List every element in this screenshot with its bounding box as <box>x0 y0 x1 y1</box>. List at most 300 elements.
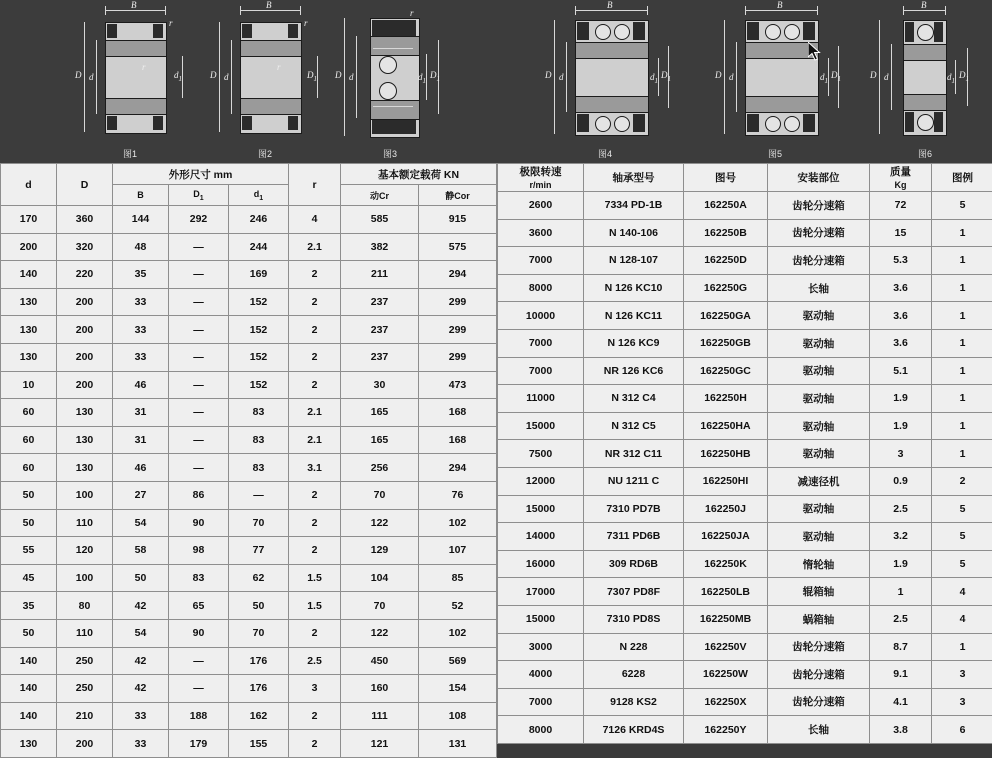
table-row <box>1 647 497 675</box>
table-row <box>498 247 992 275</box>
cell-cr: 256 <box>341 454 419 482</box>
cell-legend: 1 <box>932 219 992 247</box>
figure-1-caption: 图1 <box>70 147 190 160</box>
table-row <box>1 454 497 482</box>
cell-cor: 168 <box>419 426 497 454</box>
cell-position: 蜗箱轴 <box>768 605 870 633</box>
cell-position: 驱动轴 <box>768 440 870 468</box>
cell-D1: 98 <box>169 537 229 565</box>
cell-r: 2 <box>289 288 341 316</box>
cell-legend: 4 <box>932 605 992 633</box>
cell-speed: 4000 <box>498 661 584 689</box>
tables-area <box>0 163 992 653</box>
cell-d1: 83 <box>229 454 289 482</box>
cell-cr: 70 <box>341 592 419 620</box>
cell-legend: 1 <box>932 247 992 275</box>
cell-model: N 128-107 <box>584 247 684 275</box>
cell-cor: 168 <box>419 399 497 427</box>
bearing-model-table <box>497 163 992 744</box>
cell-cr: 70 <box>341 481 419 509</box>
table-row <box>1 343 497 371</box>
cell-d1: 155 <box>229 730 289 758</box>
cell-mass: 2.5 <box>870 495 932 523</box>
cell-D1: 90 <box>169 509 229 537</box>
cell-d1: 162 <box>229 702 289 730</box>
cell-legend: 1 <box>932 412 992 440</box>
cell-speed: 15000 <box>498 605 584 633</box>
cell-position: 长轴 <box>768 716 870 744</box>
cell-legend: 6 <box>932 716 992 744</box>
cell-position: 长轴 <box>768 274 870 302</box>
dim-label-D1: $D_1$ <box>831 70 841 83</box>
dim-label-d1: $d_1$ <box>820 72 828 85</box>
dim-label-D1: $D_1$ <box>307 70 317 83</box>
bearing-model-table-body <box>498 192 992 744</box>
cell-d: 60 <box>1 399 57 427</box>
dim-label-B: B <box>607 0 613 10</box>
cell-d1: 83 <box>229 426 289 454</box>
dim-label-B: B <box>131 0 137 10</box>
cell-legend: 2 <box>932 467 992 495</box>
table-row <box>498 523 992 551</box>
cell-D1: — <box>169 675 229 703</box>
dim-label-D1: $D_1$ <box>959 70 969 83</box>
col-bearing-model: 轴承型号 <box>584 164 684 192</box>
table-row <box>1 371 497 399</box>
cell-B: 27 <box>113 481 169 509</box>
cell-d1: 77 <box>229 537 289 565</box>
cell-D: 320 <box>57 233 113 261</box>
cell-D1: 292 <box>169 206 229 234</box>
cell-drawing: 162250Y <box>684 716 768 744</box>
figure-2 <box>205 0 325 163</box>
dim-label-r: r <box>169 18 173 28</box>
cell-D: 200 <box>57 371 113 399</box>
cell-cr: 160 <box>341 675 419 703</box>
cell-r: 2 <box>289 509 341 537</box>
cell-model: 7310 PD7B <box>584 495 684 523</box>
cell-cor: 299 <box>419 343 497 371</box>
cell-r: 2.1 <box>289 233 341 261</box>
dim-label-d: d <box>729 72 734 82</box>
cell-d: 10 <box>1 371 57 399</box>
cell-B: 33 <box>113 343 169 371</box>
cell-position: 驱动轴 <box>768 523 870 551</box>
group-header-load: 基本额定载荷 KN <box>341 164 497 185</box>
group-header-dimensions: 外形尺寸 mm <box>113 164 289 185</box>
table-row <box>1 592 497 620</box>
cell-cor: 299 <box>419 288 497 316</box>
col-install-position: 安装部位 <box>768 164 870 192</box>
table-row <box>1 730 497 758</box>
cell-B: 33 <box>113 730 169 758</box>
cell-mass: 1.9 <box>870 385 932 413</box>
cell-B: 42 <box>113 592 169 620</box>
figure-2-caption: 图2 <box>205 147 325 160</box>
cell-d: 45 <box>1 564 57 592</box>
dim-label-D: D <box>870 70 877 80</box>
dim-label-D1: $D_1$ <box>430 70 440 83</box>
table-row <box>1 288 497 316</box>
cell-d: 60 <box>1 454 57 482</box>
cell-mass: 1 <box>870 578 932 606</box>
dim-label-D: D <box>335 70 342 80</box>
cell-D1: 90 <box>169 619 229 647</box>
cell-position: 辊箱轴 <box>768 578 870 606</box>
table-row <box>498 357 992 385</box>
cell-B: 46 <box>113 454 169 482</box>
cell-B: 33 <box>113 288 169 316</box>
cell-cr: 122 <box>341 509 419 537</box>
diagram-strip <box>0 0 992 163</box>
cell-d: 130 <box>1 288 57 316</box>
cell-d: 55 <box>1 537 57 565</box>
table-row <box>498 716 992 744</box>
cell-r: 2.5 <box>289 647 341 675</box>
cell-cr: 585 <box>341 206 419 234</box>
cell-d: 140 <box>1 647 57 675</box>
cell-cor: 131 <box>419 730 497 758</box>
dimensions-table <box>0 163 497 758</box>
dim-label-r2: r <box>142 62 146 72</box>
cell-mass: 5.1 <box>870 357 932 385</box>
cell-D1: — <box>169 233 229 261</box>
table-row <box>1 316 497 344</box>
dim-label-D1: $D_1$ <box>661 70 671 83</box>
figure-3-caption: 图3 <box>330 147 450 160</box>
cell-drawing: 162250G <box>684 274 768 302</box>
cell-speed: 7000 <box>498 247 584 275</box>
cell-mass: 1.9 <box>870 550 932 578</box>
cell-model: NR 312 C11 <box>584 440 684 468</box>
cell-drawing: 162250MB <box>684 605 768 633</box>
cell-cr: 165 <box>341 399 419 427</box>
cell-mass: 8.7 <box>870 633 932 661</box>
cell-cr: 129 <box>341 537 419 565</box>
cell-D: 200 <box>57 316 113 344</box>
cell-drawing: 162250D <box>684 247 768 275</box>
cell-cor: 473 <box>419 371 497 399</box>
cell-position: 齿轮分速箱 <box>768 192 870 220</box>
cell-cr: 237 <box>341 343 419 371</box>
cell-mass: 3.6 <box>870 302 932 330</box>
cell-speed: 7500 <box>498 440 584 468</box>
cell-drawing: 162250K <box>684 550 768 578</box>
cell-d: 60 <box>1 426 57 454</box>
cell-cor: 52 <box>419 592 497 620</box>
cell-d1: 246 <box>229 206 289 234</box>
cell-D1: — <box>169 454 229 482</box>
cell-d: 50 <box>1 509 57 537</box>
col-limit-speed: 极限转速 r/min <box>498 164 584 192</box>
cell-D1: — <box>169 316 229 344</box>
cell-D: 360 <box>57 206 113 234</box>
cell-legend: 3 <box>932 688 992 716</box>
cell-cor: 102 <box>419 509 497 537</box>
dim-label-d: d <box>349 72 354 82</box>
cell-position: 减速径机 <box>768 467 870 495</box>
dim-label-r: r <box>410 8 414 18</box>
cell-d1: 50 <box>229 592 289 620</box>
figure-5 <box>710 0 840 163</box>
cell-D1: 179 <box>169 730 229 758</box>
table-row <box>1 399 497 427</box>
dim-label-r: r <box>304 18 308 28</box>
cell-mass: 1.9 <box>870 412 932 440</box>
cell-d: 130 <box>1 730 57 758</box>
cell-legend: 3 <box>932 661 992 689</box>
cell-mass: 3.6 <box>870 329 932 357</box>
cell-r: 1.5 <box>289 592 341 620</box>
col-mass: 质量 Kg <box>870 164 932 192</box>
cell-legend: 5 <box>932 550 992 578</box>
cell-d: 200 <box>1 233 57 261</box>
cell-B: 35 <box>113 261 169 289</box>
cell-speed: 11000 <box>498 385 584 413</box>
table-row <box>1 675 497 703</box>
cell-legend: 4 <box>932 578 992 606</box>
cell-r: 2 <box>289 481 341 509</box>
cell-mass: 2.5 <box>870 605 932 633</box>
cell-B: 48 <box>113 233 169 261</box>
cell-model: N 312 C5 <box>584 412 684 440</box>
cell-r: 2 <box>289 537 341 565</box>
cell-mass: 4.1 <box>870 688 932 716</box>
cell-position: 齿轮分速箱 <box>768 247 870 275</box>
table-row <box>498 550 992 578</box>
cell-speed: 17000 <box>498 578 584 606</box>
cell-D: 110 <box>57 619 113 647</box>
cell-d1: 244 <box>229 233 289 261</box>
dim-label-d: d <box>224 72 229 82</box>
cell-r: 3 <box>289 675 341 703</box>
cell-position: 驱动轴 <box>768 329 870 357</box>
cell-cor: 294 <box>419 261 497 289</box>
cell-drawing: 162250HA <box>684 412 768 440</box>
cell-d1: 152 <box>229 343 289 371</box>
cell-drawing: 162250GC <box>684 357 768 385</box>
cell-d: 140 <box>1 261 57 289</box>
mouse-cursor <box>808 42 822 62</box>
cell-d1: 62 <box>229 564 289 592</box>
cell-speed: 7000 <box>498 357 584 385</box>
cell-speed: 14000 <box>498 523 584 551</box>
cell-drawing: 162250B <box>684 219 768 247</box>
cell-cr: 450 <box>341 647 419 675</box>
dimensions-table-body <box>1 206 497 758</box>
cell-position: 驱动轴 <box>768 302 870 330</box>
cell-speed: 12000 <box>498 467 584 495</box>
table-row <box>498 385 992 413</box>
cell-mass: 3 <box>870 440 932 468</box>
cell-speed: 16000 <box>498 550 584 578</box>
figure-4 <box>540 0 670 163</box>
table-row <box>1 537 497 565</box>
cell-D1: 86 <box>169 481 229 509</box>
cell-B: 54 <box>113 619 169 647</box>
cell-d1: 70 <box>229 509 289 537</box>
cell-model: N 228 <box>584 633 684 661</box>
cell-mass: 5.3 <box>870 247 932 275</box>
cell-model: 309 RD6B <box>584 550 684 578</box>
cell-speed: 10000 <box>498 302 584 330</box>
cell-r: 2 <box>289 702 341 730</box>
cell-speed: 15000 <box>498 412 584 440</box>
cell-D1: — <box>169 399 229 427</box>
cell-D1: 83 <box>169 564 229 592</box>
cell-drawing: 162250J <box>684 495 768 523</box>
cell-model: 9128 KS2 <box>584 688 684 716</box>
cell-drawing: 162250V <box>684 633 768 661</box>
table-row <box>498 495 992 523</box>
cell-position: 惰轮轴 <box>768 550 870 578</box>
table-row <box>498 578 992 606</box>
table-row <box>498 302 992 330</box>
cell-r: 1.5 <box>289 564 341 592</box>
figure-3 <box>330 0 450 163</box>
cell-B: 50 <box>113 564 169 592</box>
cell-position: 驱动轴 <box>768 495 870 523</box>
cell-mass: 9.1 <box>870 661 932 689</box>
cell-D: 200 <box>57 730 113 758</box>
cell-model: 7311 PD6B <box>584 523 684 551</box>
cell-D: 200 <box>57 288 113 316</box>
cell-model: N 140-106 <box>584 219 684 247</box>
cell-drawing: 162250HI <box>684 467 768 495</box>
table-row <box>1 564 497 592</box>
cell-position: 齿轮分速箱 <box>768 633 870 661</box>
dim-label-d1: $d_1$ <box>650 72 658 85</box>
cell-r: 2 <box>289 316 341 344</box>
table-row <box>498 467 992 495</box>
cell-mass: 3.2 <box>870 523 932 551</box>
cell-drawing: 162250GB <box>684 329 768 357</box>
cell-drawing: 162250HB <box>684 440 768 468</box>
cell-D1: — <box>169 647 229 675</box>
cell-d: 35 <box>1 592 57 620</box>
table-row <box>1 206 497 234</box>
cell-d1: 83 <box>229 399 289 427</box>
cell-model: N 126 KC9 <box>584 329 684 357</box>
dim-label-r2: r <box>277 62 281 72</box>
dim-label-d1: $d_1$ <box>947 72 955 85</box>
cell-model: 6228 <box>584 661 684 689</box>
dim-label-B: B <box>266 0 272 10</box>
cell-B: 33 <box>113 316 169 344</box>
cell-D1: — <box>169 343 229 371</box>
cell-cr: 121 <box>341 730 419 758</box>
col-legend: 图例 <box>932 164 992 192</box>
cell-B: 144 <box>113 206 169 234</box>
cell-cor: 102 <box>419 619 497 647</box>
table-row <box>1 509 497 537</box>
cell-position: 齿轮分速箱 <box>768 661 870 689</box>
col-d1: $d_1$ <box>229 185 289 206</box>
cell-cr: 104 <box>341 564 419 592</box>
dim-label-D: D <box>715 70 722 80</box>
cell-model: 7126 KRD4S <box>584 716 684 744</box>
cell-B: 33 <box>113 702 169 730</box>
dim-label-d: d <box>884 72 889 82</box>
col-B: B <box>113 185 169 206</box>
cell-d1: 152 <box>229 288 289 316</box>
table-row <box>1 233 497 261</box>
cell-cor: 154 <box>419 675 497 703</box>
cell-mass: 0.9 <box>870 467 932 495</box>
dim-label-d: d <box>559 72 564 82</box>
table-row <box>1 261 497 289</box>
cell-cor: 299 <box>419 316 497 344</box>
cell-D: 130 <box>57 454 113 482</box>
cell-D1: — <box>169 261 229 289</box>
cell-cor: 294 <box>419 454 497 482</box>
cell-r: 2 <box>289 371 341 399</box>
cell-d: 130 <box>1 343 57 371</box>
cell-position: 驱动轴 <box>768 385 870 413</box>
cell-cr: 237 <box>341 288 419 316</box>
cell-B: 46 <box>113 371 169 399</box>
cell-model: N 126 KC11 <box>584 302 684 330</box>
table-row <box>498 219 992 247</box>
cell-drawing: 162250GA <box>684 302 768 330</box>
cell-cr: 382 <box>341 233 419 261</box>
cell-cr: 237 <box>341 316 419 344</box>
cell-speed: 8000 <box>498 274 584 302</box>
cell-D: 80 <box>57 592 113 620</box>
cell-d1: 169 <box>229 261 289 289</box>
cell-D: 120 <box>57 537 113 565</box>
cell-drawing: 162250JA <box>684 523 768 551</box>
col-drawing-no: 图号 <box>684 164 768 192</box>
cell-cor: 569 <box>419 647 497 675</box>
cell-legend: 1 <box>932 274 992 302</box>
cell-D: 130 <box>57 399 113 427</box>
dim-label-d1: $d_1$ <box>174 70 182 83</box>
cell-d: 140 <box>1 675 57 703</box>
table-row <box>498 688 992 716</box>
cell-speed: 2600 <box>498 192 584 220</box>
col-static-cor: 静Cor <box>419 185 497 206</box>
cell-D1: — <box>169 371 229 399</box>
cell-d1: 152 <box>229 371 289 399</box>
col-D: D <box>57 164 113 206</box>
cell-model: 7310 PD8S <box>584 605 684 633</box>
cell-cor: 915 <box>419 206 497 234</box>
dim-label-D: D <box>210 70 217 80</box>
cell-D: 100 <box>57 481 113 509</box>
table-row <box>498 274 992 302</box>
cell-model: N 126 KC10 <box>584 274 684 302</box>
cell-speed: 7000 <box>498 688 584 716</box>
cell-speed: 8000 <box>498 716 584 744</box>
cell-cor: 76 <box>419 481 497 509</box>
cell-model: N 312 C4 <box>584 385 684 413</box>
col-r: r <box>289 164 341 206</box>
cell-B: 54 <box>113 509 169 537</box>
cell-r: 4 <box>289 206 341 234</box>
cell-r: 3.1 <box>289 454 341 482</box>
figure-1 <box>70 0 190 163</box>
cell-D: 250 <box>57 675 113 703</box>
table-row <box>498 440 992 468</box>
cell-d1: 152 <box>229 316 289 344</box>
cell-D: 130 <box>57 426 113 454</box>
cell-cr: 111 <box>341 702 419 730</box>
cell-model: 7334 PD-1B <box>584 192 684 220</box>
cell-D: 220 <box>57 261 113 289</box>
cell-B: 31 <box>113 399 169 427</box>
cell-legend: 1 <box>932 385 992 413</box>
